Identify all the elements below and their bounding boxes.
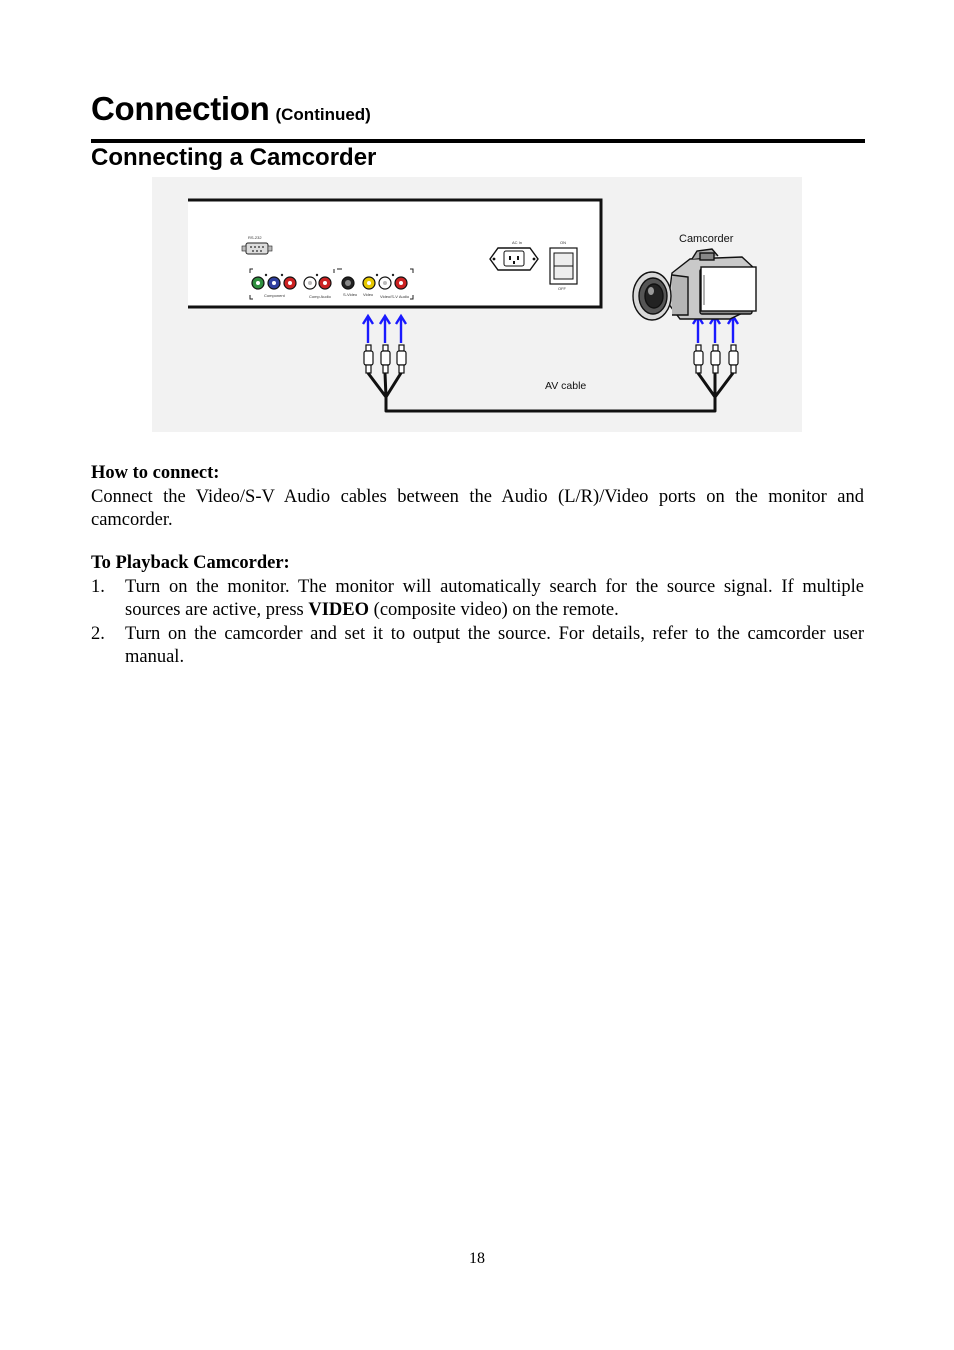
playback-steps <box>91 576 864 670</box>
how-to-connect-text: Connect the Video/S-V Audio cables between the Audio (L/R)/Video ports on the monitor and camcorder. <box>91 486 864 530</box>
playback-heading: To Playback Camcorder: <box>91 553 290 573</box>
step-text-before: Turn on the monitor. The monitor will automatically search for the source signal. If multiple sources are active, press <box>125 576 864 620</box>
comp-audio-label: Comp Audio <box>309 294 331 299</box>
list-item <box>91 576 864 623</box>
step-number: 1. <box>91 576 105 597</box>
av-cable-label: AV cable <box>545 380 587 392</box>
power-switch-icon <box>550 240 577 291</box>
page-title-suffix: (Continued) <box>275 105 371 124</box>
step-number: 2. <box>91 623 105 644</box>
component-label: Component <box>264 293 285 298</box>
switch-on-label: ON <box>560 240 566 245</box>
page-title-row <box>91 90 371 128</box>
page-title: Connection <box>91 90 270 127</box>
rs232-label: RS-232 <box>248 235 262 240</box>
page-number: 18 <box>469 1250 485 1267</box>
camcorder-label: Camcorder <box>679 233 734 245</box>
playback-section <box>91 552 864 670</box>
video-label: Video <box>363 292 374 297</box>
step-text: Turn on the camcorder and set it to output the source. For details, refer to the camcorder user manual. <box>125 623 864 667</box>
s-video-label: S-Video <box>343 292 358 297</box>
connection-diagram <box>152 177 802 432</box>
video-button-name: VIDEO <box>308 600 370 620</box>
ac-in-label: AC In <box>512 240 523 245</box>
how-to-connect-heading: How to connect: <box>91 463 220 483</box>
switch-off-label: OFF <box>558 286 566 291</box>
how-to-connect-section <box>91 462 864 533</box>
section-title: Connecting a Camcorder <box>91 144 377 171</box>
list-item <box>91 623 864 670</box>
video-sv-audio-label: Video/S-V Audio <box>380 294 410 299</box>
title-divider <box>91 139 865 143</box>
rca-plugs-left-icon <box>364 345 406 373</box>
rca-plugs-right-icon <box>694 345 738 373</box>
step-text-after: (composite video) on the remote. <box>369 600 619 620</box>
